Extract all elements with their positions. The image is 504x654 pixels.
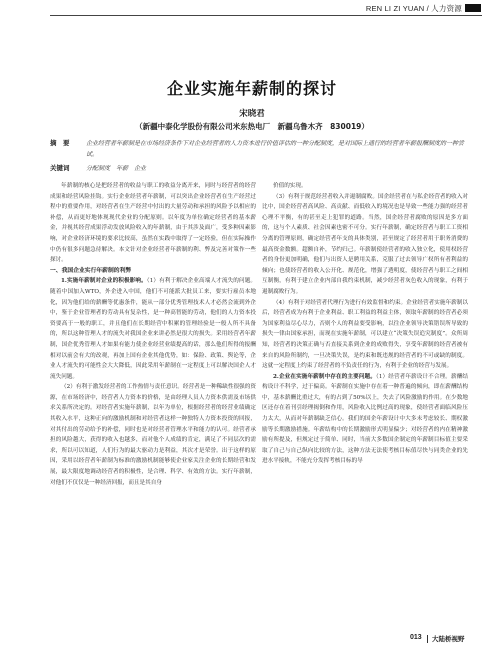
abstract-text: 企业经营者年薪制是在市场经济条件下对企业经营者的人力资本进行价值评估的一种分配制度，是对国际上通行的经营者年薪报酬制度的一种尝试。 bbox=[86, 140, 465, 158]
left-column bbox=[50, 181, 256, 488]
author: 宋晓君 bbox=[239, 109, 265, 119]
body-paragraph bbox=[262, 372, 468, 467]
body-paragraph bbox=[50, 276, 256, 382]
header-rule bbox=[50, 15, 482, 16]
section-heading: 一、我国企业实行年薪制的利弊 bbox=[50, 267, 132, 274]
subsection-text: （1）经营者年薪设计不合理。薪酬结构设计不科学，过于偏高。年薪制在实施中存在着一种普遍的倾向，即在薪酬结构中，基本薪酬比重过大，有的占到了50%以上，失去了风险激励的作用。在少数地区还存在着刊引经理揭倒和作用，风险收入比例过高的现象，使经营者面临风险压力太大，从而对年薪制缺乏信心。我们的国企年薪设计中大多未考虑较长、期权激励等长期激励措施。年薪结构中的长期激励形式明显偏少；对经营者的内在精神激励有所提及，但规定过于简单、同时，当前大多数国企制定的年薪制目标值主要采取了自己与自己纵向比较的方法，这种方法无法使考核目标值尽快与同类企业的先进水平接轨，不能充分发挥考核目标的导 bbox=[262, 373, 468, 465]
subsection-label: 1.实施年薪制对企业的积极影响。 bbox=[61, 278, 147, 285]
body-paragraph: （2）有利于激发经营者的工作热情与责任意识。经营者是一种稀缺性很强的资源，在市场经济中，经营者人力资本的价格，是由经理人员人力资本供需及市场供求关系所决定的。对经营者实施年薪制，以年为单位，根据经营者的经营业绩确定其收入水平，这种正向的激励机制和对经营者这样一种独特人力资本投资的回报，对其付出的劳动给予的补偿，同时也是对经营者管理水平和能力的认可。经营者承担的风险越大，获得的收入也越多，而对他个人成绩的肯定，满足了不同层次的需求，所以可以知道，人们行为的最大驱动力是利益，其次才是荣誉。出于这样的原因，采用以经营者年薪制为标准的激励机制能够使企业家关注企业的长期经营和发展，最大限度地调动经营者的积极性，是合理、科学、有效的方法。实行年薪制，对他们不仅仅是一种经济回报，而且是其自身 bbox=[50, 384, 256, 486]
journal-header: REN LI ZI YUAN / 人力资源 bbox=[365, 4, 462, 13]
footer-separator bbox=[427, 635, 428, 643]
page-number: 013 bbox=[410, 634, 422, 641]
keywords-text: 分配制度 年薪 企业 bbox=[86, 165, 147, 172]
body-paragraph: （3）有利于规范经营者收入并遏制腐败。国企经营者在与私企经营者的收入对比中，国企经营者高风险、高贡献、而低收入的境况也是导致一些能力强的经营者心理不平衡，有的甚至走上犯罪的道路。当然，国企经营者腐败的原因是多方面的，这与个人素质、社会因素也密不可分。实行年薪制，确定经营者与职工工资相分离的管理原则，确定经营者年支的具体类别，甚至规定了经营者用于职务消费的最高资金数额。超额自补，节约归己。年薪制使经营者的收入独立化，使用权经营者的身份更加明确，他们与出资人是聘用关系，克服了过去领导广权所有者利益的倾向；也使经营者的收入公开化、规范化，增强了透明度，使经营者与职工之间相互制衡，有利于建立企业内部自我约束机制，减少经营者灰色收入的现象，有利于遏制腐败行为。 bbox=[262, 193, 468, 295]
body-paragraph: 价值的实现。 bbox=[273, 183, 307, 189]
page-footer bbox=[380, 634, 484, 644]
header-marker bbox=[465, 4, 481, 12]
running-header bbox=[0, 0, 504, 22]
body-paragraph: 年薪制的核心是把经营者的收益与职工的收益分离开来，同时与经营者的经营成果和经营风险挂钩。实行企业经营者年薪制，可以突出企业经营者在生产经营过程中的重要作用，对经营者在生产经营中付出的大量劳动和承担的风险予以相应的补偿，从而更好地体现现代企业的分配原则。以年度为单位确定经营者的基本薪金，并视其经营成果浮动发放风险收入的年薪制，由于其涉及面广，受多种因素影响，对企业经济环境的要求比较高，虽然在实践中取得了一定经验，但在实际操作中仍有很多问题急待解决。本文针对企业经营者年薪制的利、弊及完善对策作一些探讨。 bbox=[50, 183, 256, 264]
article-title: 企业实施年薪制的探讨 bbox=[166, 79, 337, 98]
affiliation: （新疆中泰化学股份有限公司米东热电厂 新疆乌鲁木齐 830019） bbox=[135, 122, 369, 131]
subsection-label: 2.企业在实施年薪制中存在的主要问题。 bbox=[273, 373, 376, 380]
abstract-block bbox=[50, 138, 470, 174]
keywords-label: 关键词 bbox=[50, 164, 70, 172]
subsection-text: （1）有利于解决企业高端人才流失的问题。随着中国加入WTO，外企进入中国，他们不可能派大批员工来，要实行雇员本地化，因为他们给的薪酬等优惠条件，能从一部分优秀管理技术人才必然会流到外企中，鉴于企业管理者的劳动具有复杂性，是一种高智能的劳动，他们的人力资本投资要高于一般的职工，并且他们在长期经营中积累的管理经验是一般人所不具备的，所以这种管理人才的流失对我国企业来讲必然是很大的损失。采用经营者年薪制，国企优秀管理人才如果有能力使企业经营业绩提高的话，那么他们所得的报酬相对以前会有大的改观，再加上国有企业其他优势，如：保险、政策、舆论等，企业人才流失的可能性会大大降低，因此采用年薪制在一定程度上可以解决国企人才流失问题。 bbox=[50, 278, 256, 380]
right-column bbox=[262, 181, 468, 467]
footer-journal-name: 大陆桥视野 bbox=[432, 635, 465, 643]
body-paragraph: （4）有利于对经营者代理行为进行有效监督和约束。企业经营者实施年薪制以后，经营者成为有利于企业利益、职工利益的利益主体，领取年薪制的经营者必须为国家利益尽心尽力，否则个人的利益要受影响，以往企业领导决策错误所导致的损失一律由国家承担，而现在实施年薪制，可以建立“决策失误追究制度”。众所周知，经营者的决策正确与否直接关系到企业的成败得失，享受年薪制的经营者被有来自的风险所制约，一旦决策失误，是约束和既违规的经营者的不可或缺的制度。这就一定程度上约束了经营者的不负责任的行为，有利于企业的经营与发展。 bbox=[262, 299, 468, 370]
abstract-label: 摘 要 bbox=[50, 139, 70, 147]
